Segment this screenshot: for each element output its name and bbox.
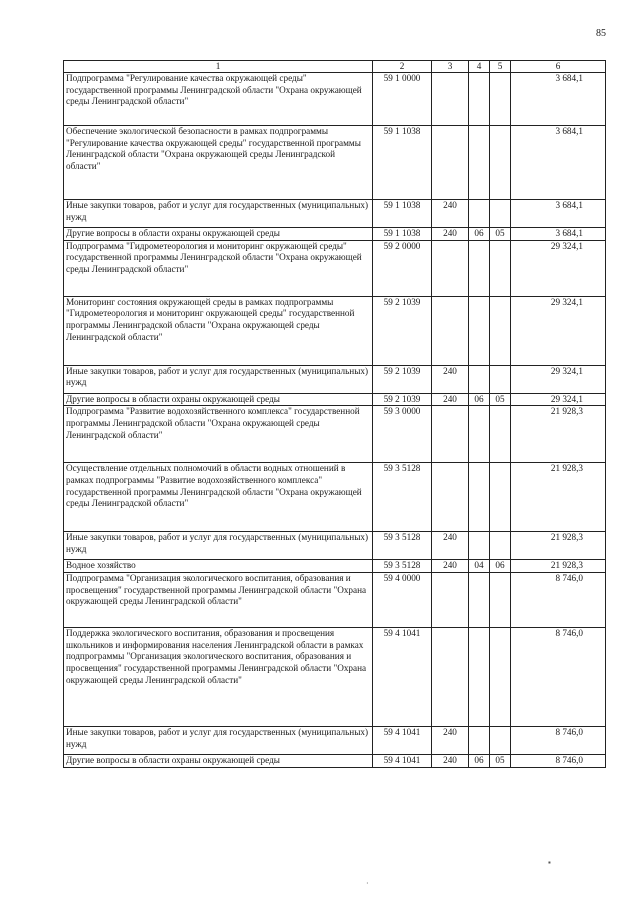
- row-section: [469, 126, 490, 200]
- row-code: 59 1 1038: [373, 228, 432, 241]
- row-code: 59 3 0000: [373, 406, 432, 463]
- table-row: [64, 755, 606, 768]
- row-amount: 8 746,0: [511, 573, 606, 628]
- row-expense-type: [432, 628, 469, 727]
- row-subsection: [490, 296, 511, 365]
- table-row: [64, 406, 606, 463]
- row-section: [469, 532, 490, 560]
- row-code: 59 4 1041: [373, 628, 432, 727]
- row-name: Иные закупки товаров, работ и услуг для государственных (муниципальных) нужд: [64, 532, 373, 560]
- row-subsection: [490, 200, 511, 228]
- row-name: Подпрограмма "Гидрометеорология и мониторинг окружающей среды" государственной программы Ленинградской области "Охрана окружающей среды Ленинградской области": [64, 240, 373, 296]
- row-amount: 21 928,3: [511, 532, 606, 560]
- row-expense-type: [432, 126, 469, 200]
- table-row: [64, 200, 606, 228]
- row-subsection: 05: [490, 393, 511, 406]
- row-section: 06: [469, 393, 490, 406]
- row-code: 59 4 1041: [373, 727, 432, 755]
- table-row: [64, 393, 606, 406]
- row-subsection: [490, 126, 511, 200]
- row-amount: 29 324,1: [511, 296, 606, 365]
- row-section: 06: [469, 755, 490, 768]
- row-name: Иные закупки товаров, работ и услуг для государственных (муниципальных) нужд: [64, 365, 373, 393]
- row-section: [469, 727, 490, 755]
- row-expense-type: [432, 406, 469, 463]
- row-name: Водное хозяйство: [64, 560, 373, 573]
- row-code: 59 2 1039: [373, 365, 432, 393]
- row-expense-type: 240: [432, 755, 469, 768]
- table-row: [64, 73, 606, 126]
- table-row: [64, 532, 606, 560]
- row-amount: 8 746,0: [511, 755, 606, 768]
- row-section: [469, 573, 490, 628]
- row-amount: 8 746,0: [511, 628, 606, 727]
- row-amount: 8 746,0: [511, 727, 606, 755]
- row-name: Другие вопросы в области охраны окружающей среды: [64, 228, 373, 241]
- row-code: 59 3 5128: [373, 463, 432, 532]
- row-code: 59 2 1039: [373, 393, 432, 406]
- row-code: 59 1 1038: [373, 200, 432, 228]
- table-row: [64, 560, 606, 573]
- table-row: [64, 727, 606, 755]
- row-code: 59 4 0000: [373, 573, 432, 628]
- row-code: 59 1 1038: [373, 126, 432, 200]
- row-code: 59 1 0000: [373, 73, 432, 126]
- scan-mark: ▪: [548, 858, 551, 867]
- table-row: [64, 628, 606, 727]
- row-amount: 3 684,1: [511, 200, 606, 228]
- row-code: 59 2 1039: [373, 296, 432, 365]
- row-section: [469, 365, 490, 393]
- row-name: Обеспечение экологической безопасности в рамках подпрограммы "Регулирование качества окружающей среды" государственной программы Ленинградской области "Охрана окружающей среды Ленинградской области": [64, 126, 373, 200]
- row-section: [469, 200, 490, 228]
- row-subsection: 05: [490, 228, 511, 241]
- row-expense-type: [432, 73, 469, 126]
- header-col-4: 4: [469, 61, 490, 73]
- row-name: Подпрограмма "Регулирование качества окружающей среды" государственной программы Ленинградской области "Охрана окружающей среды Ленинградской области": [64, 73, 373, 126]
- row-subsection: [490, 628, 511, 727]
- row-subsection: [490, 532, 511, 560]
- table-row: [64, 228, 606, 241]
- row-amount: 21 928,3: [511, 406, 606, 463]
- header-col-2: 2: [373, 61, 432, 73]
- row-section: [469, 296, 490, 365]
- table-row: [64, 296, 606, 365]
- table-body: [64, 73, 606, 768]
- row-section: [469, 73, 490, 126]
- row-subsection: [490, 573, 511, 628]
- row-name: Иные закупки товаров, работ и услуг для государственных (муниципальных) нужд: [64, 727, 373, 755]
- row-name: Иные закупки товаров, работ и услуг для государственных (муниципальных) нужд: [64, 200, 373, 228]
- row-subsection: [490, 463, 511, 532]
- row-name: Другие вопросы в области охраны окружающей среды: [64, 755, 373, 768]
- row-subsection: [490, 365, 511, 393]
- row-subsection: 05: [490, 755, 511, 768]
- row-name: Осуществление отдельных полномочий в области водных отношений в рамках подпрограммы "Развитие водохозяйственного комплекса" государственной программы Ленинградской области "Охрана окружающей среды Ленинградской области": [64, 463, 373, 532]
- table-row: [64, 573, 606, 628]
- table-row: [64, 240, 606, 296]
- row-name: Другие вопросы в области охраны окружающей среды: [64, 393, 373, 406]
- header-row: [64, 61, 606, 73]
- row-name: Подпрограмма "Организация экологического воспитания, образования и просвещения" государственной программы Ленинградской области "Охрана окружающей среды Ленинградской области": [64, 573, 373, 628]
- row-amount: 21 928,3: [511, 560, 606, 573]
- row-code: 59 3 5128: [373, 532, 432, 560]
- table-header: [64, 61, 606, 73]
- row-subsection: [490, 73, 511, 126]
- row-section: 06: [469, 228, 490, 241]
- scan-mark: ·: [366, 879, 369, 888]
- row-amount: 3 684,1: [511, 126, 606, 200]
- header-col-1: 1: [64, 61, 373, 73]
- row-name: Мониторинг состояния окружающей среды в рамках подпрограммы "Гидрометеорология и мониторинг окружающей среды" государственной программы Ленинградской области "Охрана окружающей среды Ленинградской области": [64, 296, 373, 365]
- row-expense-type: 240: [432, 560, 469, 573]
- row-section: [469, 406, 490, 463]
- row-expense-type: [432, 463, 469, 532]
- row-section: [469, 240, 490, 296]
- row-amount: 29 324,1: [511, 240, 606, 296]
- row-code: 59 4 1041: [373, 755, 432, 768]
- page-number: 85: [596, 28, 606, 39]
- row-expense-type: 240: [432, 200, 469, 228]
- row-section: 04: [469, 560, 490, 573]
- table-row: [64, 365, 606, 393]
- header-col-3: 3: [432, 61, 469, 73]
- header-col-5: 5: [490, 61, 511, 73]
- row-subsection: [490, 240, 511, 296]
- row-expense-type: 240: [432, 532, 469, 560]
- row-expense-type: 240: [432, 228, 469, 241]
- row-code: 59 3 5128: [373, 560, 432, 573]
- row-amount: 3 684,1: [511, 228, 606, 241]
- header-col-6: 6: [511, 61, 606, 73]
- row-expense-type: 240: [432, 393, 469, 406]
- row-amount: 21 928,3: [511, 463, 606, 532]
- row-expense-type: 240: [432, 727, 469, 755]
- row-name: Подпрограмма "Развитие водохозяйственного комплекса" государственной программы Ленинградской области "Охрана окружающей среды Ленинградской области": [64, 406, 373, 463]
- row-expense-type: [432, 240, 469, 296]
- row-code: 59 2 0000: [373, 240, 432, 296]
- row-subsection: [490, 727, 511, 755]
- budget-table: [63, 60, 606, 768]
- row-section: [469, 463, 490, 532]
- row-amount: 29 324,1: [511, 393, 606, 406]
- row-amount: 29 324,1: [511, 365, 606, 393]
- table-row: [64, 463, 606, 532]
- row-name: Поддержка экологического воспитания, образования и просвещения школьников и информирования населения Ленинградской области в рамках подпрограммы "Организация экологического воспитания, образования и просвещения" государственной программы Ленинградской области "Охрана окружающей среды Ленинградской области": [64, 628, 373, 727]
- row-subsection: 06: [490, 560, 511, 573]
- row-expense-type: [432, 296, 469, 365]
- row-amount: 3 684,1: [511, 73, 606, 126]
- row-subsection: [490, 406, 511, 463]
- row-section: [469, 628, 490, 727]
- table-row: [64, 126, 606, 200]
- row-expense-type: [432, 573, 469, 628]
- row-expense-type: 240: [432, 365, 469, 393]
